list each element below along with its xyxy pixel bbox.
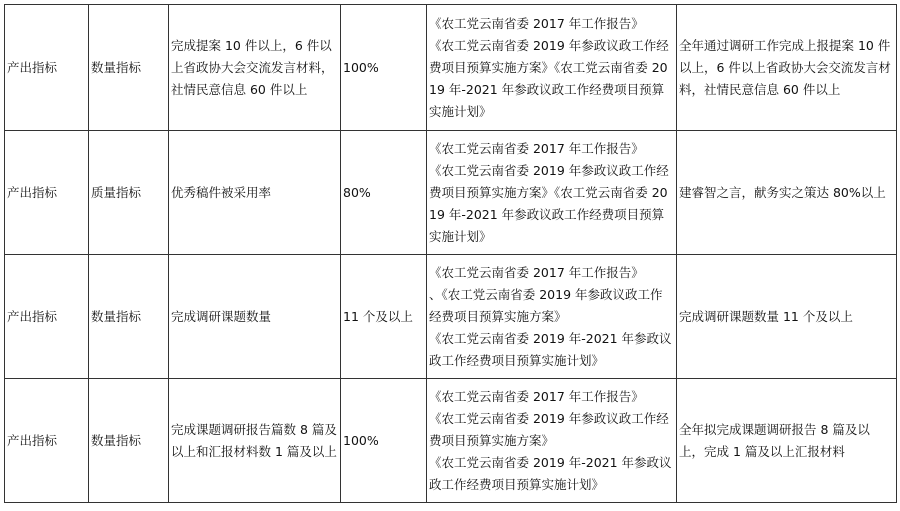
level2-cell: 数量指标 — [89, 255, 169, 379]
basis-line: 《农工党云南省委 2019 年参政议政工作经费项目预算实施方案》《农工党云南省委 2019 年-2021 年参政议政工作经费项目预算实施计划》 — [429, 37, 669, 119]
level2-cell: 数量指标 — [89, 5, 169, 131]
level1-cell: 产出指标 — [5, 131, 89, 255]
basis-line: 《农工党云南省委 2017 年工作报告》 — [429, 388, 644, 404]
level1-cell: 产出指标 — [5, 5, 89, 131]
table-row — [5, 255, 897, 379]
target-cell: 全年通过调研工作完成上报提案 10 件以上，6 件以上省政协大会交流发言材料，社情民意信息 60 件以上 — [677, 5, 897, 131]
table-row — [5, 379, 897, 503]
target-cell: 建睿智之言，献务实之策达 80%以上 — [677, 131, 897, 255]
basis-cell — [427, 255, 701, 379]
level1-cell: 产出指标 — [5, 255, 89, 379]
basis-line: 《农工党云南省委 2019 年参政议政工作经费项目预算实施方案》《农工党云南省委 2019 年-2021 年参政议政工作经费项目预算实施计划》 — [429, 162, 669, 244]
basis-line: 《农工党云南省委 2017 年工作报告》 、《农工党云南省委 2019 年参政议政工作经费项目预算实施方案》 — [429, 264, 701, 324]
basis-line: 《农工党云南省委 2019 年参政议政工作经费项目预算实施方案》 — [429, 410, 669, 448]
basis-line: 《农工党云南省委 2019 年-2021 年参政议政工作经费项目预算实施计划》 — [429, 454, 672, 492]
indicator-cell: 优秀稿件被采用率 — [169, 131, 341, 255]
level2-cell: 数量指标 — [89, 379, 169, 503]
value-cell: 80% — [341, 131, 427, 255]
basis-line: 《农工党云南省委 2017 年工作报告》 — [429, 15, 644, 31]
table-row — [5, 131, 897, 255]
level2-cell: 质量指标 — [89, 131, 169, 255]
indicator-cell: 完成提案 10 件以上，6 件以上省政协大会交流发言材料，社情民意信息 60 件以上 — [169, 5, 341, 131]
value-cell: 100% — [341, 5, 427, 131]
target-cell: 完成调研课题数量 11 个及以上 — [677, 255, 897, 379]
indicator-cell: 完成调研课题数量 — [169, 255, 341, 379]
basis-cell — [427, 379, 677, 503]
value-cell: 11 个及以上 — [341, 255, 427, 379]
basis-line: 《农工党云南省委 2019 年-2021 年参政议政工作经费项目预算实施计划》 — [429, 330, 672, 368]
target-cell: 全年拟完成课题调研报告 8 篇及以上，完成 1 篇及以上汇报材料 — [677, 379, 897, 503]
basis-cell — [427, 131, 677, 255]
indicator-cell: 完成课题调研报告篇数 8 篇及以上和汇报材料数 1 篇及以上 — [169, 379, 341, 503]
performance-indicator-table — [4, 4, 897, 503]
basis-line: 《农工党云南省委 2017 年工作报告》 — [429, 140, 644, 156]
value-cell: 100% — [341, 379, 427, 503]
basis-cell — [427, 5, 677, 131]
level1-cell: 产出指标 — [5, 379, 89, 503]
table-row — [5, 5, 897, 131]
